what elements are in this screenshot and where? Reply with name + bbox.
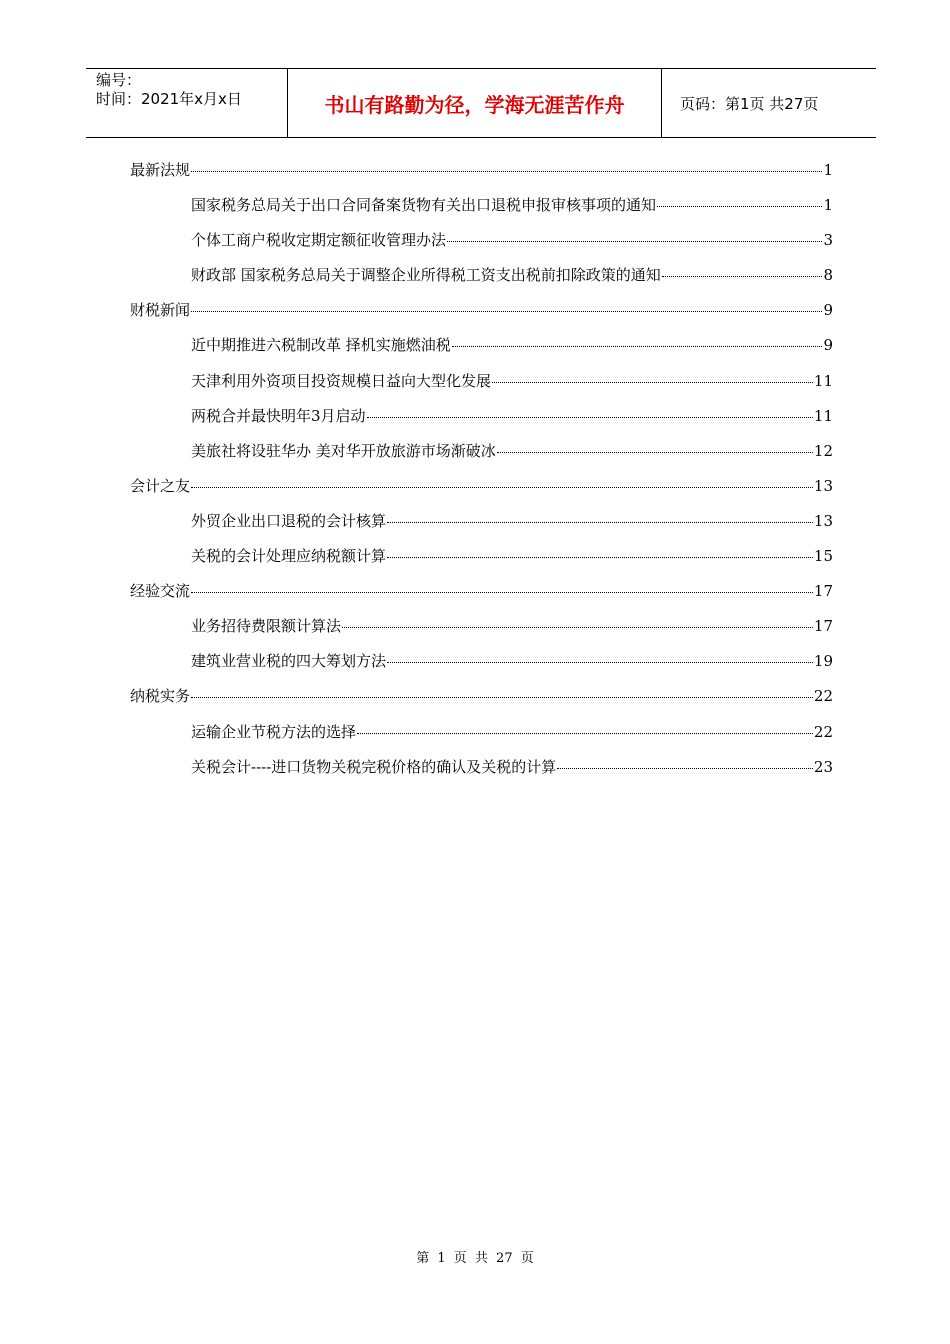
toc-entry-page: 17 [813, 582, 833, 601]
toc-section-entry[interactable] [130, 474, 833, 509]
toc-entry-title: 外贸企业出口退税的会计核算 [191, 511, 387, 530]
toc-entry-title: 关税会计----进口货物关税完税价格的确认及关税的计算 [191, 757, 557, 776]
toc-dot-leader [492, 382, 813, 383]
toc-dot-leader [191, 487, 813, 488]
toc-dot-leader [497, 452, 813, 453]
header-meta [86, 69, 287, 137]
toc-dot-leader [191, 311, 822, 312]
toc-entry-page: 17 [813, 617, 833, 636]
toc-entry-title: 业务招待费限额计算法 [191, 617, 342, 636]
toc-entry-page: 8 [823, 266, 833, 285]
toc-entry-title: 美旅社将设驻华办 美对华开放旅游市场渐破冰 [191, 441, 496, 460]
header-motto: 书山有路勤为径，学海无涯苦作舟 [287, 69, 662, 137]
toc-entry-title: 运输企业节税方法的选择 [191, 722, 357, 741]
toc-entry-title: 财税新闻 [130, 301, 191, 320]
toc-section-entry[interactable] [130, 684, 833, 719]
page-header [86, 68, 876, 138]
toc-entry-page: 9 [823, 336, 833, 355]
toc-subentry[interactable] [130, 193, 833, 228]
toc-entry-page: 13 [813, 476, 833, 495]
toc-section-entry[interactable] [130, 158, 833, 193]
table-of-contents [130, 158, 833, 790]
toc-dot-leader [357, 733, 813, 734]
toc-entry-title: 个体工商户税收定期定额征收管理办法 [191, 231, 447, 250]
toc-dot-leader [387, 522, 813, 523]
toc-subentry[interactable] [130, 228, 833, 263]
toc-subentry[interactable] [130, 755, 833, 790]
toc-dot-leader [387, 662, 813, 663]
toc-entry-page: 19 [813, 652, 833, 671]
toc-entry-page: 15 [813, 547, 833, 566]
toc-subentry[interactable] [130, 720, 833, 755]
toc-subentry[interactable] [130, 404, 833, 439]
toc-entry-title: 天津利用外资项目投资规模日益向大型化发展 [191, 371, 492, 390]
serial-label: 编号： [96, 71, 142, 89]
toc-entry-page: 22 [813, 687, 833, 706]
toc-dot-leader [387, 557, 813, 558]
toc-entry-title: 纳税实务 [130, 687, 191, 706]
toc-dot-leader [191, 592, 813, 593]
page-footer: 第 1 页 共 27 页 [416, 1251, 534, 1266]
toc-entry-page: 11 [813, 406, 833, 425]
toc-entry-title: 关税的会计处理应纳税额计算 [191, 547, 387, 566]
toc-dot-leader [367, 417, 813, 418]
toc-entry-title: 最新法规 [130, 161, 191, 179]
toc-dot-leader [662, 276, 823, 277]
toc-entry-page: 11 [813, 371, 833, 390]
toc-dot-leader [657, 206, 822, 207]
toc-entry-page: 23 [813, 757, 833, 776]
toc-entry-title: 两税合并最快明年3月启动 [191, 406, 366, 425]
toc-entry-page: 13 [813, 511, 833, 530]
toc-dot-leader [452, 346, 823, 347]
header-page-info [670, 69, 876, 137]
toc-entry-title: 会计之友 [130, 476, 191, 495]
toc-subentry[interactable] [130, 649, 833, 684]
toc-dot-leader [447, 241, 822, 242]
toc-subentry[interactable] [130, 263, 833, 298]
toc-subentry[interactable] [130, 369, 833, 404]
toc-subentry[interactable] [130, 333, 833, 368]
toc-entry-title: 经验交流 [130, 582, 191, 601]
toc-dot-leader [342, 627, 813, 628]
toc-subentry[interactable] [130, 509, 833, 544]
toc-dot-leader [557, 768, 813, 769]
toc-section-entry[interactable] [130, 298, 833, 333]
toc-entry-page: 1 [823, 196, 833, 215]
toc-entry-page: 22 [813, 722, 833, 741]
toc-dot-leader [191, 697, 813, 698]
toc-subentry[interactable] [130, 544, 833, 579]
toc-entry-title: 财政部 国家税务总局关于调整企业所得税工资支出税前扣除政策的通知 [191, 266, 661, 285]
toc-section-entry[interactable] [130, 579, 833, 614]
toc-subentry[interactable] [130, 614, 833, 649]
toc-dot-leader [191, 171, 822, 172]
toc-subentry[interactable] [130, 439, 833, 474]
toc-entry-title: 近中期推进六税制改革 择机实施燃油税 [191, 336, 451, 355]
toc-entry-page: 9 [823, 301, 833, 320]
toc-entry-page: 1 [823, 161, 833, 179]
toc-entry-page: 12 [813, 441, 833, 460]
toc-entry-title: 国家税务总局关于出口合同备案货物有关出口退税申报审核事项的通知 [191, 196, 657, 215]
page-info-text: 页码：第1页 共27页 [680, 94, 819, 113]
time-label: 时间：2021年x月x日 [96, 90, 242, 108]
toc-entry-page: 3 [823, 231, 833, 250]
toc-entry-title: 建筑业营业税的四大筹划方法 [191, 652, 387, 671]
